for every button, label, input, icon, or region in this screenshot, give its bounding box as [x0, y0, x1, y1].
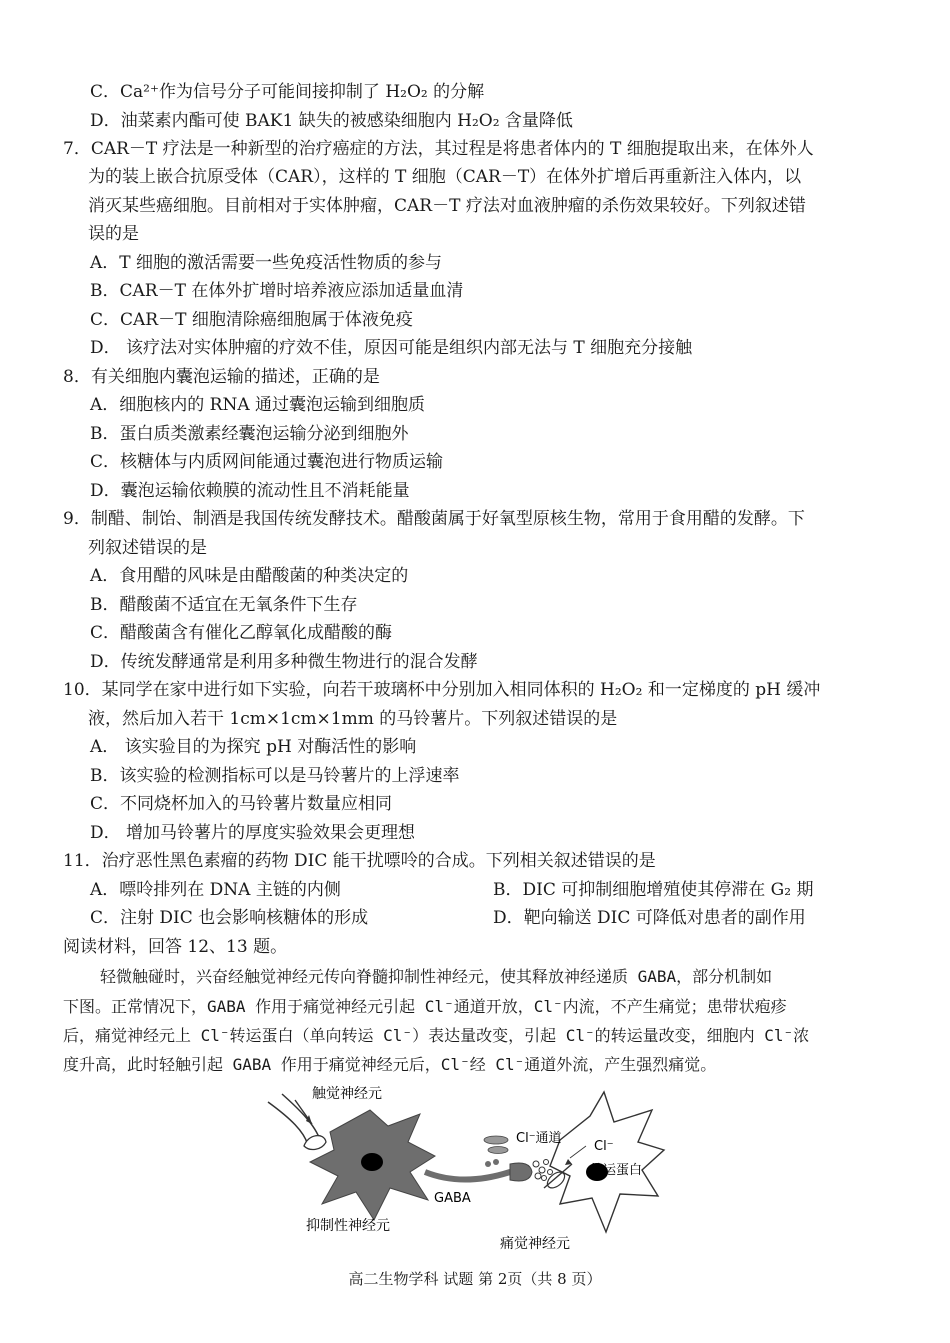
q8-option-b: B．蛋白质类激素经囊泡运输分泌到细胞外 — [90, 424, 409, 444]
reading-instruction: 阅读材料，回答 12、13 题。 — [63, 937, 288, 957]
cl-channel-icon — [484, 1136, 508, 1154]
q7-option-c: C．CAR－T 细胞清除癌细胞属于体液免疫 — [90, 310, 413, 330]
touch-neuron-label: 触觉神经元 — [312, 1086, 382, 1102]
q9-option-a: A．食用醋的风味是由醋酸菌的种类决定的 — [90, 566, 409, 586]
q11-option-a: A．嘌呤排列在 DNA 主链的内侧 — [90, 880, 341, 900]
q9-option-b: B．醋酸菌不适宜在无氧条件下生存 — [90, 595, 358, 615]
q10-stem-2: 液，然后加入若干 1cm×1cm×1mm 的马铃薯片。下列叙述错误的是 — [88, 709, 618, 729]
q11-option-c: C．注射 DIC 也会影响核糖体的形成 — [90, 908, 369, 928]
q11-option-b: B．DIC 可抑制细胞增殖使其停滞在 G₂ 期 — [493, 880, 814, 900]
q9-option-c: C．醋酸菌含有催化乙醇氧化成醋酸的酶 — [90, 623, 393, 643]
q7-stem-1: 7．CAR－T 疗法是一种新型的治疗癌症的方法，其过程是将患者体内的 T 细胞提取出来，在体外人 — [63, 139, 814, 159]
q9-stem-2: 列叙述错误的是 — [88, 538, 207, 558]
q10-option-c: C．不同烧杯加入的马铃薯片数量应相同 — [90, 794, 393, 814]
page-footer: 高二生物学科 试题 第 2页（共 8 页） — [348, 1270, 602, 1288]
q9-stem-1: 9．制醋、制饴、制酒是我国传统发酵技术。醋酸菌属于好氧型原核生物，常用于食用醋的发酵。下 — [63, 509, 805, 529]
q8-option-a: A．细胞核内的 RNA 通过囊泡运输到细胞质 — [90, 395, 426, 415]
q7-stem-3: 消灭某些癌细胞。目前相对于实体肿瘤，CAR－T 疗法对血液肿瘤的杀伤效果较好。下列叙述错 — [88, 196, 806, 216]
inhibitory-neuron-nucleus — [361, 1153, 383, 1171]
gaba-label: GABA — [434, 1191, 471, 1206]
inhibitory-neuron-label: 抑制性神经元 — [306, 1218, 390, 1234]
q8-option-d: D．囊泡运输依赖膜的流动性且不消耗能量 — [90, 481, 410, 501]
inhibitory-neuron-axon — [425, 1172, 522, 1180]
q11-stem: 11．治疗恶性黑色素瘤的药物 DIC 能干扰嘌呤的合成。下列相关叙述错误的是 — [63, 851, 656, 871]
q6-option-c: C．Ca²⁺作为信号分子可能间接抑制了 H₂O₂ 的分解 — [90, 82, 485, 102]
transporter-label: 转运蛋白 — [590, 1163, 643, 1178]
passage-line-4: 度升高，此时轻触引起 GABA 作用于痛觉神经元后，Cl⁻经 Cl⁻通道外流，产生强烈痛觉。 — [63, 1055, 717, 1074]
q7-option-d: D． 该疗法对实体肿瘤的疗效不佳，原因可能是组织内部无法与 T 细胞充分接触 — [90, 338, 693, 358]
cl-ion-label: Cl⁻ — [594, 1139, 614, 1154]
q7-option-b: B．CAR－T 在体外扩增时培养液应添加适量血清 — [90, 281, 464, 301]
q9-option-d: D．传统发酵通常是利用多种微生物进行的混合发酵 — [90, 652, 478, 672]
q10-option-d: D． 增加马铃薯片的厚度实验效果会更理想 — [90, 823, 416, 843]
passage-line-2: 下图。正常情况下，GABA 作用于痛觉神经元引起 Cl⁻通道开放，Cl⁻内流，不产生痛觉；患带状疱疹 — [63, 997, 787, 1016]
passage-line-3: 后，痛觉神经元上 Cl⁻转运蛋白（单向转运 Cl⁻）表达量改变，引起 Cl⁻的转运量改变，细胞内 Cl⁻浓 — [63, 1026, 810, 1045]
q7-stem-4: 误的是 — [88, 224, 139, 244]
q6-option-d: D．油菜素内酯可使 BAK1 缺失的被感染细胞内 H₂O₂ 含量降低 — [90, 111, 573, 131]
q7-stem-2: 为的装上嵌合抗原受体（CAR），这样的 T 细胞（CAR－T）在体外扩增后再重新注入体内，以 — [88, 167, 802, 187]
q8-stem: 8．有关细胞内囊泡运输的描述，正确的是 — [63, 367, 380, 387]
q10-option-a: A． 该实验目的为探究 pH 对酶活性的影响 — [90, 737, 417, 757]
neuron-diagram — [260, 1080, 700, 1260]
q11-option-d: D．靶向输送 DIC 可降低对患者的副作用 — [493, 908, 806, 928]
q10-option-b: B．该实验的检测指标可以是马铃薯片的上浮速率 — [90, 766, 460, 786]
q10-stem-1: 10．某同学在家中进行如下实验，向若干玻璃杯中分别加入相同体积的 H₂O₂ 和一定梯度的 pH 缓冲 — [63, 680, 821, 700]
q8-option-c: C．核糖体与内质网间能通过囊泡进行物质运输 — [90, 452, 444, 472]
pain-neuron-label: 痛觉神经元 — [500, 1236, 570, 1252]
q7-option-a: A．T 细胞的激活需要一些免疫活性物质的参与 — [90, 253, 443, 273]
cl-channel-label: Cl⁻通道 — [516, 1131, 562, 1146]
passage-line-1: 轻微触碰时，兴奋经触觉神经元传向脊髓抑制性神经元，使其释放神经递质 GABA，部分机制如 — [100, 967, 773, 986]
